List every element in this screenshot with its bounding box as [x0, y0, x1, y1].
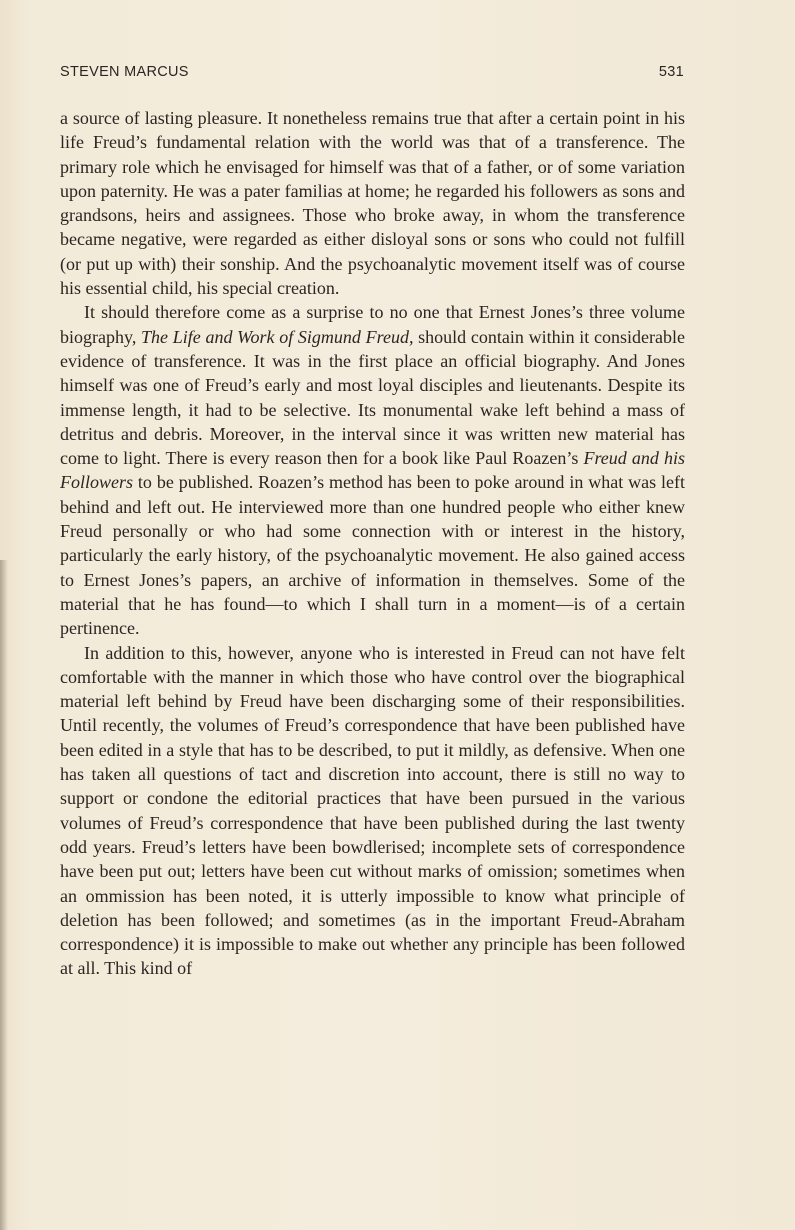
paragraph-1: a source of lasting pleasure. It nonetheless remains true that after a certain point in his life Freud’s fundamental relation with the world was that of a transference. The primary role which he envisaged for himself was that of a father, or of some variation upon paternity. He was a pater familias at home; he regarded his followers as sons and grandsons, heirs and assignees. Those who broke away, in whom the transference became negative, were regarded as either disloyal sons or sons who could not fulfill (or put up with) their sonship. And the psychoanalytic movement itself was of course his essential child, his special creation.: [60, 108, 685, 299]
book-title-jones: The Life and Work of Sigmund Freud,: [141, 326, 414, 347]
paragraph-2-text-c: to be published. Roazen’s method has been to poke around in what was left behind and left out. He interviewed more than one hundred people who either knew Freud personally or who had some connection with or interest in the history, particularly the early history, of the psychoanalytic movement. He also gained access to Ernest Jones’s papers, an archive of information in themselves. Some of the material that he has found—to which I shall turn in a moment—is of a certain pertinence.: [60, 472, 685, 639]
paragraph-2-text-b: should contain within it considerable evidence of transference. It was in the first place an official biography. And Jones himself was one of Freud’s early and most loyal disciples and lieutenants. Despite its immense length, it had to be selective. Its monumental wake left behind a mass of detritus and debris. Moreover, in the interval since it was written new material has come to light. There is every reason then for a book like Paul Roazen’s: [60, 326, 685, 469]
gutter-shadow: [0, 560, 8, 1230]
body-text: [60, 106, 685, 981]
page-number: 531: [658, 64, 684, 80]
paragraph-3: In addition to this, however, anyone who is interested in Freud can not have felt comfortable with the manner in which those who have control over the biographical material left behind by Freud have been discharging some of their responsibilities. Until recently, the volumes of Freud’s correspondence that have been published have been edited in a style that has to be described, to put it mildly, as defensive. When one has taken all questions of tact and discretion into account, there is still no way to support or condone the editorial practices that have been pursued in the various volumes of Freud’s correspondence that have been published during the last twenty odd years. Freud’s letters have been bowdlerised; incomplete sets of correspondence have been put out; letters have been cut without marks of omission; sometimes when an ommission has been noted, it is utterly impossible to know what principle of deletion has been followed; and sometimes (as in the important Freud-Abraham correspondence) it is impossible to make out whether any principle has been followed at all. This kind of: [60, 642, 685, 979]
running-head: [60, 64, 684, 84]
paragraph-2: [60, 300, 685, 640]
running-head-author: STEVEN MARCUS: [60, 64, 189, 80]
paragraph-2-text-a: It should therefore come as a surprise to no one that Ernest Jones’s three volume biography,: [60, 302, 685, 347]
book-title-roazen: Freud and his Followers: [60, 448, 686, 493]
